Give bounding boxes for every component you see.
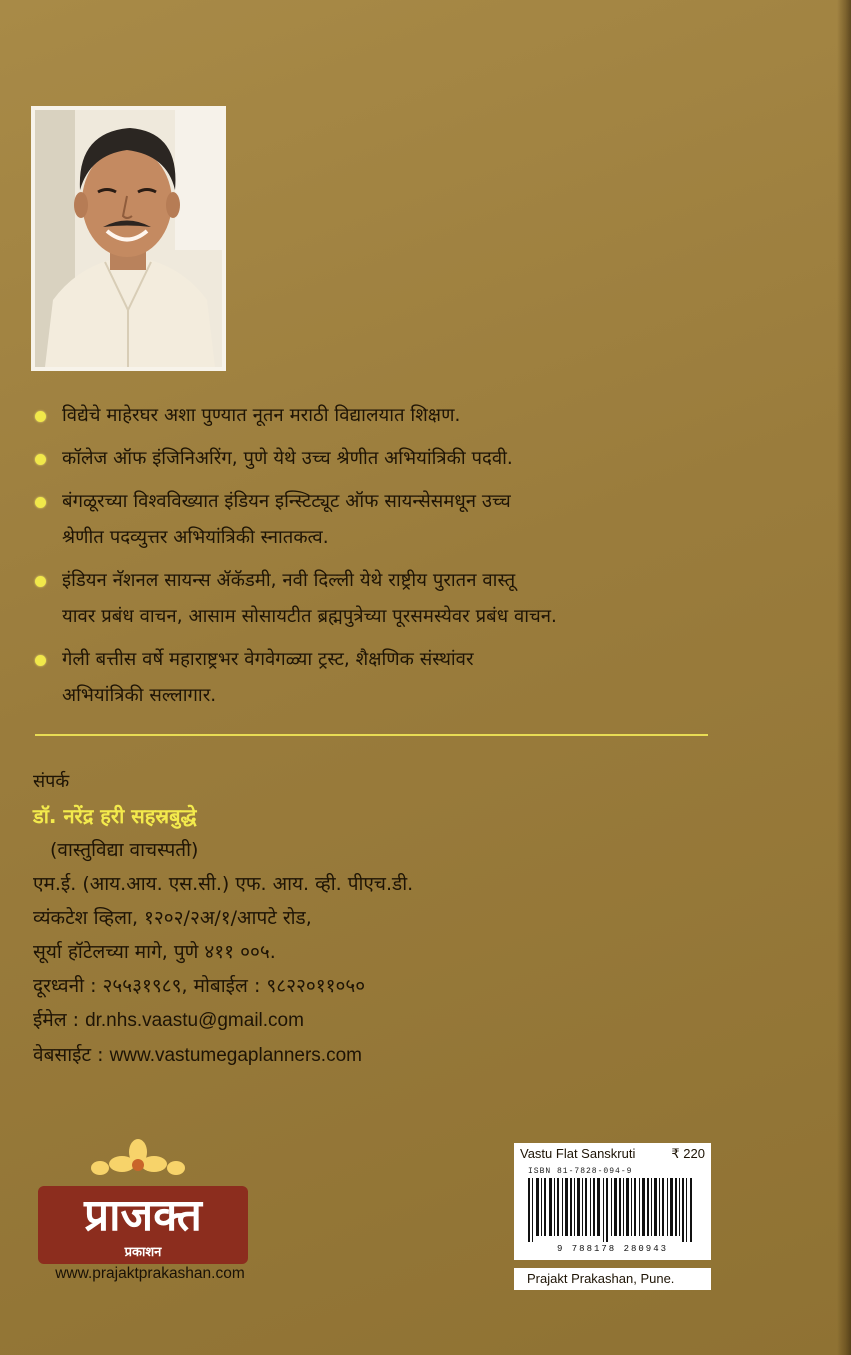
email-link[interactable]: dr.nhs.vaastu@gmail.com (85, 1010, 304, 1031)
author-name: डॉ. नरेंद्र हरी सहस्रबुद्धे (33, 804, 197, 828)
bio-bullet (33, 398, 753, 434)
barcode-icon (514, 1164, 711, 1260)
bio-bullet-text: श्रेणीत पदव्युत्तर अभियांत्रिकी स्नातकत्व. (62, 527, 329, 548)
bio-bullet-text: अभियांत्रिकी सल्लागार. (62, 685, 217, 706)
website-label: वेबसाईट : (33, 1044, 104, 1066)
book-title: Vastu Flat Sanskruti (520, 1146, 636, 1161)
author-title: (वास्तुविद्या वाचस्पती) (50, 839, 199, 861)
contact-label: संपर्क (33, 771, 70, 792)
email-line (33, 1003, 593, 1038)
contact-block (33, 765, 593, 1073)
barcode-digits: 9 788178 280943 (556, 1244, 668, 1254)
author-degrees: एम.ई. (आय.आय. एस.सी.) एफ. आय. व्ही. पीएच.डी. (33, 873, 414, 895)
logo-subtitle: प्रकाशन (124, 1245, 162, 1260)
bullet-dot-icon (35, 655, 46, 666)
bio-bullet-text: इंडियन नॅशनल सायन्स ॲकॅडमी, नवी दिल्ली येथे राष्ट्रीय पुरातन वास्तू (62, 570, 516, 591)
imprint-label: Prajakt Prakashan, Pune. (514, 1268, 711, 1290)
bio-bullet (33, 642, 753, 714)
address-line-1: व्यंकटेश व्हिला, १२०२/२अ/१/आपटे रोड, (33, 907, 312, 929)
bullet-dot-icon (35, 497, 46, 508)
bio-bullet-list (33, 398, 753, 721)
logo-text: प्राजक्त (84, 1190, 202, 1241)
author-photo (31, 106, 226, 371)
bullet-dot-icon (35, 411, 46, 422)
phone-line: दूरध्वनी : २५५३१९८९, मोबाईल : ९८२२०११०५० (33, 975, 366, 997)
bio-bullet-text: यावर प्रबंध वाचन, आसाम सोसायटीत ब्रह्मपुत्रेच्या पूरसमस्येवर प्रबंध वाचन. (62, 606, 557, 627)
bio-bullet-text: गेली बत्तीस वर्षे महाराष्ट्रभर वेगवेगळ्या ट्रस्ट, शैक्षणिक संस्थांवर (62, 649, 474, 670)
bio-bullet-text: विद्येचे माहेरघर अशा पुण्यात नूतन मराठी विद्यालयात शिक्षण. (62, 405, 461, 426)
bio-bullet (33, 441, 753, 477)
bullet-dot-icon (35, 576, 46, 587)
website-link[interactable]: www.vastumegaplanners.com (109, 1045, 362, 1066)
spine-shadow (837, 0, 851, 1355)
isbn-text: ISBN 81-7828-094-9 (528, 1167, 633, 1176)
bullet-dot-icon (35, 454, 46, 465)
publisher-url[interactable]: www.prajaktprakashan.com (55, 1265, 245, 1282)
bio-bullet-text: बंगळूरच्या विश्वविख्यात इंडियन इन्स्टिट्यूट ऑफ सायन्सेसमधून उच्च (62, 491, 511, 512)
book-price: ₹ 220 (671, 1146, 705, 1161)
address-line-2: सूर्या हॉटेलच्या मागे, पुणे ४११ ००५. (33, 941, 276, 963)
bio-bullet (33, 484, 753, 556)
barcode-header (514, 1143, 711, 1164)
website-line (33, 1038, 593, 1073)
email-label: ईमेल : (33, 1009, 80, 1031)
barcode-sticker (514, 1143, 711, 1290)
publisher-logo (30, 1138, 270, 1288)
bio-bullet (33, 563, 753, 635)
bio-bullet-text: कॉलेज ऑफ इंजिनिअरिंग, पुणे येथे उच्च श्रेणीत अभियांत्रिकी पदवी. (62, 448, 513, 469)
section-divider (35, 734, 708, 736)
